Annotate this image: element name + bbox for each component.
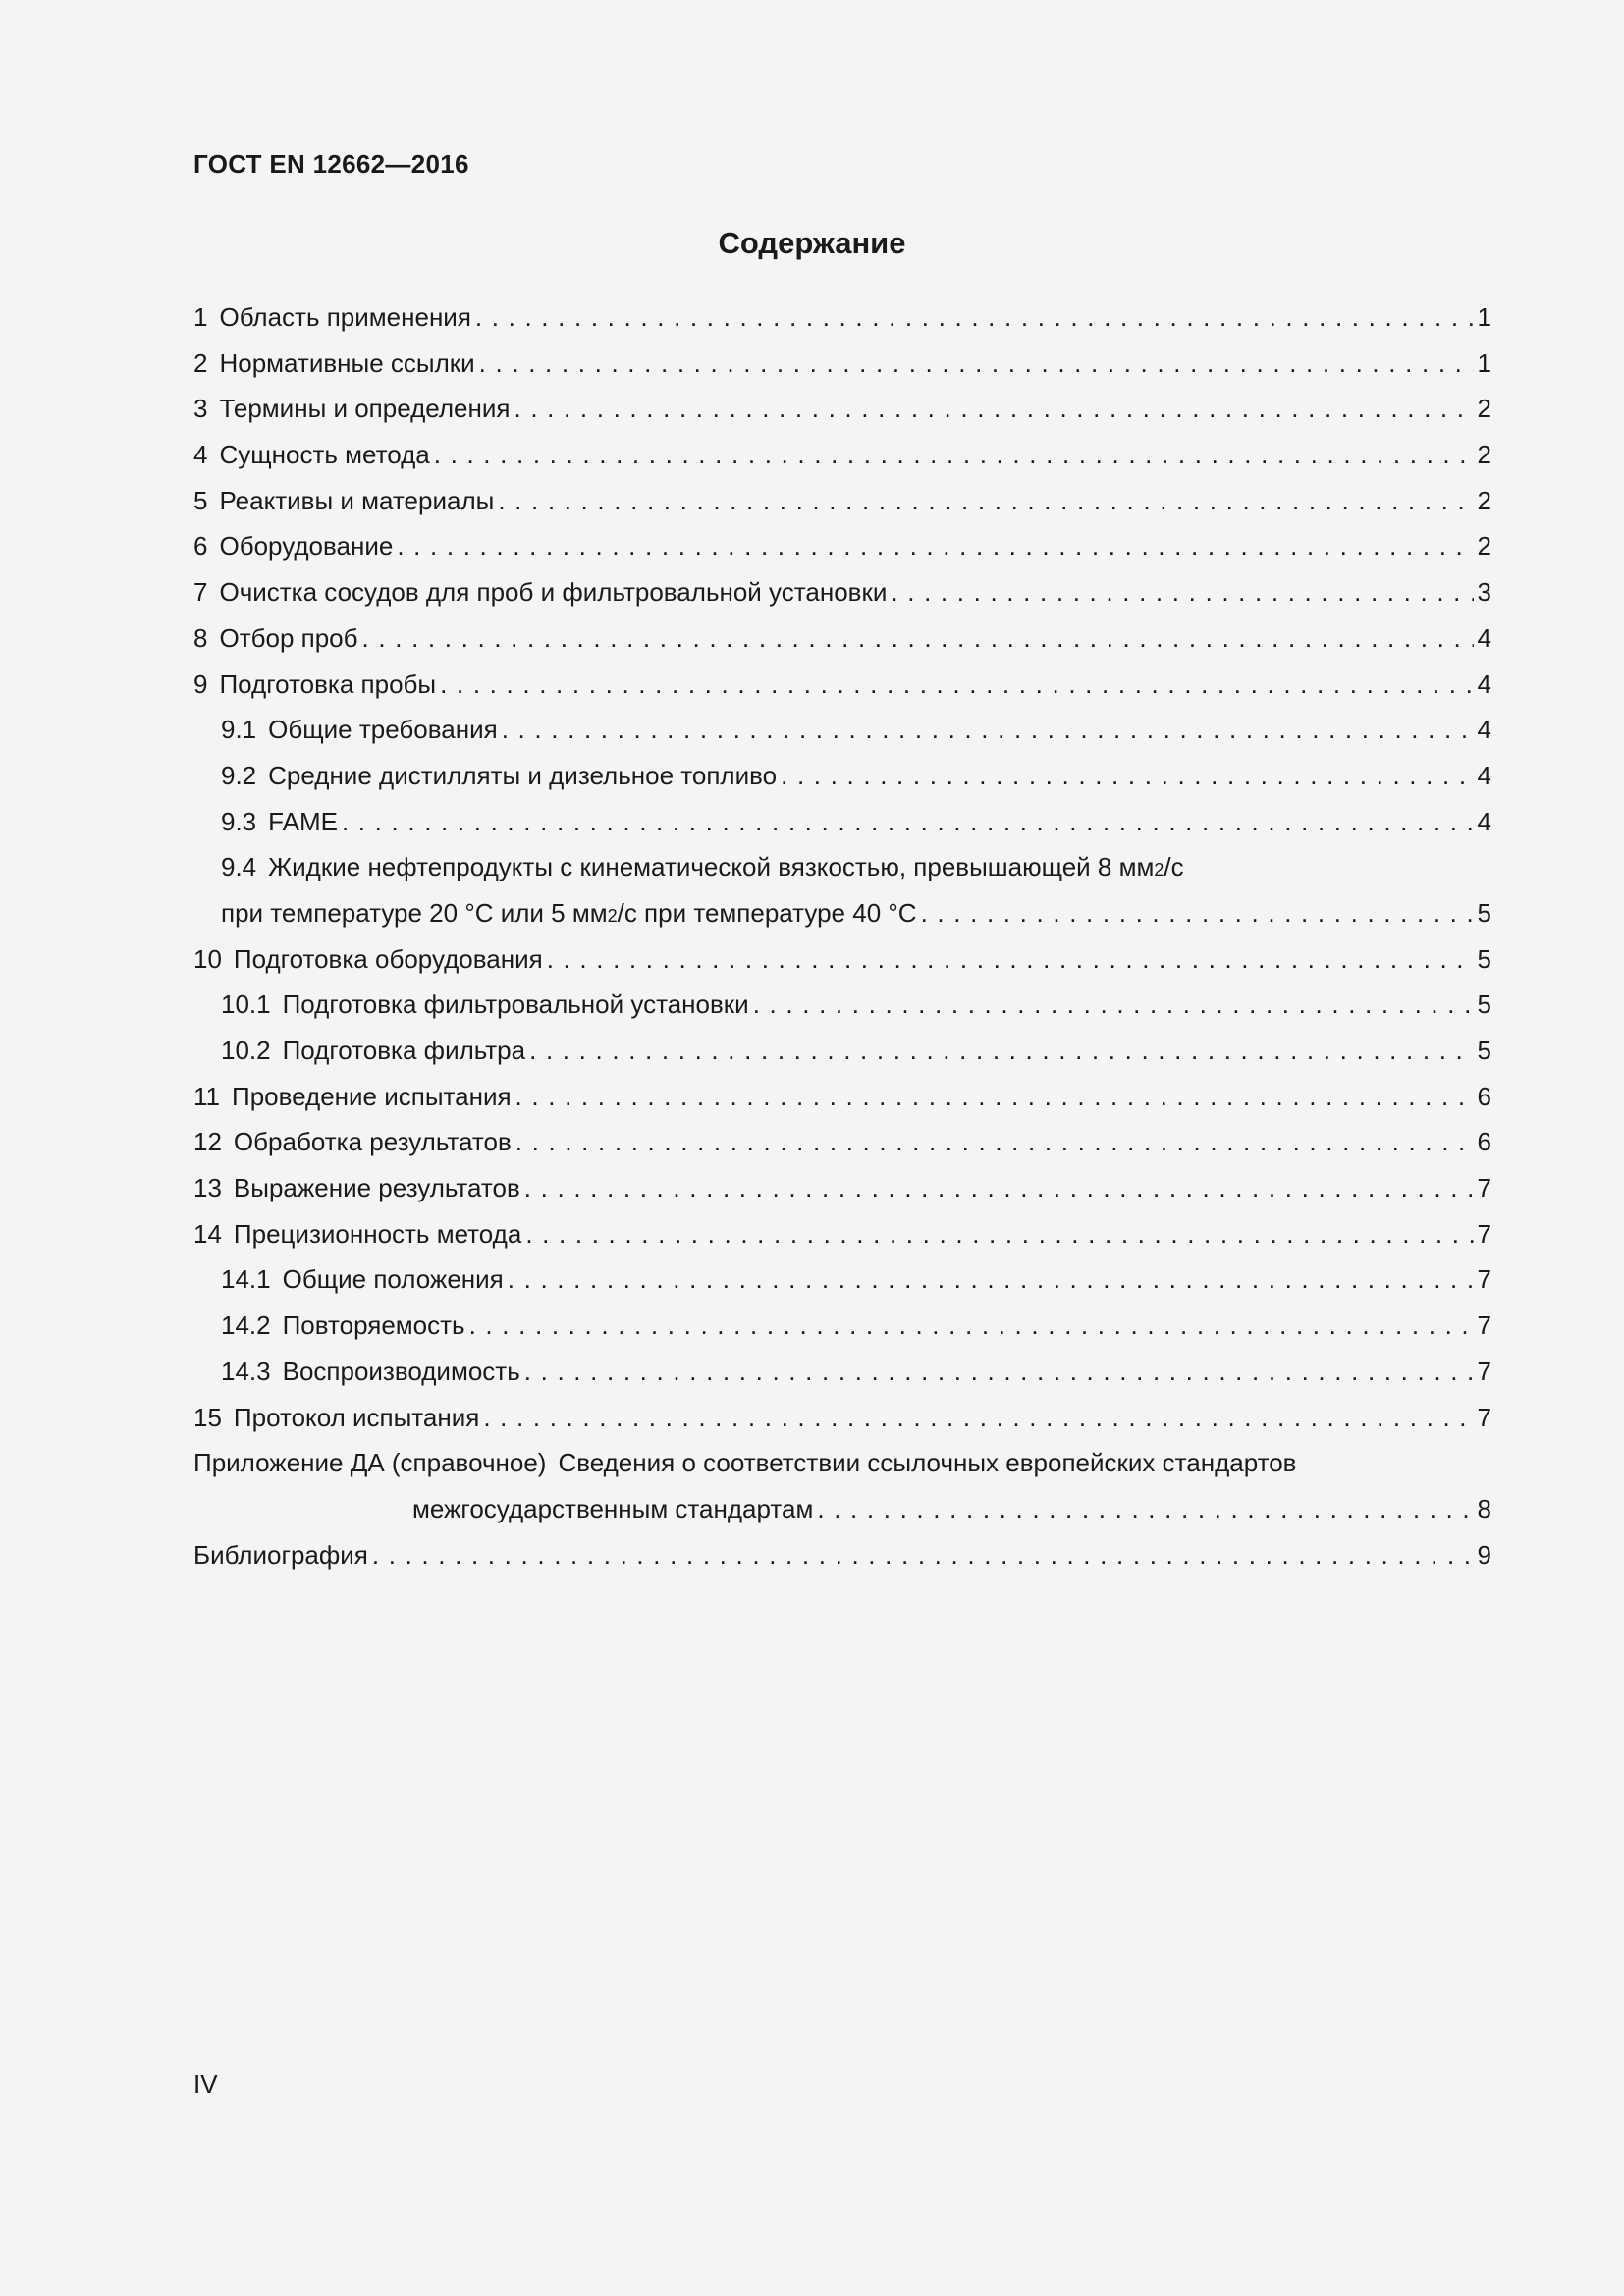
toc-entry[interactable] [193,982,1491,1028]
toc-page: 5 [1477,943,1491,974]
leader-dots [525,1211,1473,1257]
toc-entry[interactable] [193,1119,1491,1165]
toc-entry[interactable] [193,1395,1491,1441]
toc-entry[interactable] [193,294,1491,341]
document-id: ГОСТ EN 12662—2016 [193,149,469,179]
toc-entry[interactable] [193,1256,1491,1303]
toc-entry[interactable] [193,1074,1491,1120]
toc-label: Сущность метода [219,440,430,470]
toc-number: 9.3 [221,806,257,836]
toc-number: 11 [193,1081,220,1111]
toc-entry[interactable] [193,799,1491,845]
toc-label: FAME [268,806,338,836]
toc-label: Прецизионность метода [233,1218,522,1249]
toc-number: 2 [193,347,208,378]
toc-number: 1 [193,302,208,332]
leader-dots [372,1532,1474,1578]
toc-number: 14.2 [221,1310,271,1341]
leader-dots [514,386,1473,432]
toc-number: 9.4 [221,852,257,882]
toc-entry[interactable] [193,1349,1491,1395]
toc-label: Проведение испытания [232,1081,512,1111]
table-of-contents [193,294,1491,1577]
toc-number: 9 [193,668,208,699]
toc-page: 2 [1477,485,1491,515]
toc-page: 5 [1477,897,1491,928]
leader-dots [434,432,1474,478]
toc-number: 10.1 [221,989,271,1020]
toc-entry[interactable]: 9.4 Жидкие нефтепродукты с кинематической вязкостью, превышающей 8 мм 2 /с [193,844,1491,890]
toc-page: 8 [1477,1493,1491,1523]
leader-dots [479,341,1474,387]
toc-label: /с при температуре 40 °C [617,897,917,928]
toc-label: Повторяемость [282,1310,465,1341]
leader-dots [342,799,1474,845]
toc-entry[interactable] [193,1028,1491,1074]
toc-label: Термины и определения [219,394,511,424]
toc-number: 10 [193,943,222,974]
leader-dots [515,1074,1474,1120]
toc-entry-annex[interactable] [193,1440,1491,1486]
toc-page: 7 [1477,1310,1491,1341]
toc-entry[interactable] [193,1532,1491,1578]
toc-number: 13 [193,1173,222,1203]
toc-number: 7 [193,577,208,608]
toc-label: Библиография [193,1539,368,1570]
leader-dots [508,1256,1474,1303]
toc-page: 1 [1477,302,1491,332]
toc-page: 4 [1477,760,1491,790]
toc-number: 5 [193,485,208,515]
toc-number: 9.2 [221,760,257,790]
toc-number: 15 [193,1402,222,1432]
toc-page: 6 [1477,1127,1491,1157]
leader-dots [515,1119,1474,1165]
toc-label: Нормативные ссылки [219,347,475,378]
toc-entry[interactable] [193,662,1491,708]
toc-label: /с [1164,852,1184,882]
leader-dots [440,662,1473,708]
toc-page: 3 [1477,577,1491,608]
toc-page: 4 [1477,668,1491,699]
toc-entry[interactable] [193,936,1491,983]
toc-page: 1 [1477,347,1491,378]
toc-page: 4 [1477,715,1491,745]
toc-entry[interactable] [193,1303,1491,1349]
toc-page: 2 [1477,394,1491,424]
toc-entry[interactable] [193,615,1491,662]
toc-label: Оборудование [219,531,394,561]
toc-entry[interactable] [193,478,1491,524]
toc-number: 12 [193,1127,222,1157]
toc-number: 14.1 [221,1264,271,1295]
toc-label: Область применения [219,302,471,332]
toc-page: 2 [1477,531,1491,561]
toc-label: Подготовка пробы [219,668,437,699]
toc-page: 7 [1477,1173,1491,1203]
toc-number: 14.3 [221,1356,271,1386]
toc-page: 4 [1477,622,1491,653]
leader-dots [524,1349,1474,1395]
toc-page: 7 [1477,1356,1491,1386]
leader-dots [502,707,1474,753]
toc-label: Подготовка оборудования [233,943,543,974]
toc-page: 2 [1477,440,1491,470]
toc-label: Обработка результатов [233,1127,512,1157]
leader-dots [362,615,1474,662]
toc-entry-continuation[interactable]: при температуре 20 °C или 5 мм 2 /с при температуре 40 °C . . . 5 [193,890,1491,936]
toc-page: 4 [1477,806,1491,836]
toc-label: межгосударственным стандартам [412,1493,814,1523]
toc-page: 5 [1477,1036,1491,1065]
leader-dots [817,1486,1473,1532]
leader-dots [529,1028,1473,1074]
toc-page: 9 [1477,1539,1491,1570]
page-number: IV [193,2069,218,2099]
toc-entry[interactable] [193,753,1491,799]
toc-number: 4 [193,440,208,470]
toc-entry[interactable] [193,341,1491,387]
toc-page: 7 [1477,1218,1491,1249]
toc-label: Отбор проб [219,622,358,653]
toc-label: Общие положения [282,1264,504,1295]
toc-number: 6 [193,531,208,561]
toc-label: Подготовка фильтровальной установки [282,989,749,1020]
leader-dots [498,478,1473,524]
toc-entry[interactable] [193,1165,1491,1211]
toc-number: 3 [193,394,208,424]
toc-entry[interactable] [193,707,1491,753]
toc-label: Реактивы и материалы [219,485,495,515]
toc-entry[interactable] [193,386,1491,432]
leader-dots [483,1395,1473,1441]
toc-label: Средние дистилляты и дизельное топливо [268,760,778,790]
toc-entry[interactable] [193,432,1491,478]
leader-dots [891,569,1473,615]
toc-entry-continuation[interactable] [193,1486,1491,1532]
leader-dots [469,1303,1474,1349]
toc-label: Жидкие нефтепродукты с кинематической вязкостью, превышающей 8 мм [268,852,1155,882]
toc-number: 14 [193,1218,222,1249]
toc-label: Выражение результатов [233,1173,520,1203]
leader-dots [524,1165,1474,1211]
toc-page: 7 [1477,1402,1491,1432]
toc-page: 5 [1477,989,1491,1020]
leader-dots [475,294,1474,341]
toc-number: 10.2 [221,1036,271,1065]
toc-label: Очистка сосудов для проб и фильтровальной установки [219,577,888,608]
toc-page: 6 [1477,1081,1491,1111]
page-title: Содержание [718,226,906,260]
toc-entry[interactable] [193,523,1491,569]
leader-dots [397,523,1473,569]
toc-label: при температуре 20 °C или 5 мм [221,897,608,928]
toc-page: 7 [1477,1264,1491,1295]
leader-dots [781,753,1473,799]
toc-number: 8 [193,622,208,653]
toc-label: Сведения о соответствии ссылочных европейских стандартов [558,1448,1297,1478]
toc-label: Подготовка фильтра [282,1036,526,1065]
toc-entry[interactable] [193,1211,1491,1257]
toc-label: Общие требования [268,715,498,745]
toc-entry[interactable] [193,569,1491,615]
toc-label: Воспроизводимость [282,1356,520,1386]
toc-number: 9.1 [221,715,257,745]
leader-dots [753,982,1474,1028]
leader-dots [547,936,1474,983]
toc-label: Протокол испытания [233,1402,480,1432]
leader-dots [921,890,1474,936]
annex-label: Приложение ДА (справочное) [193,1448,547,1478]
